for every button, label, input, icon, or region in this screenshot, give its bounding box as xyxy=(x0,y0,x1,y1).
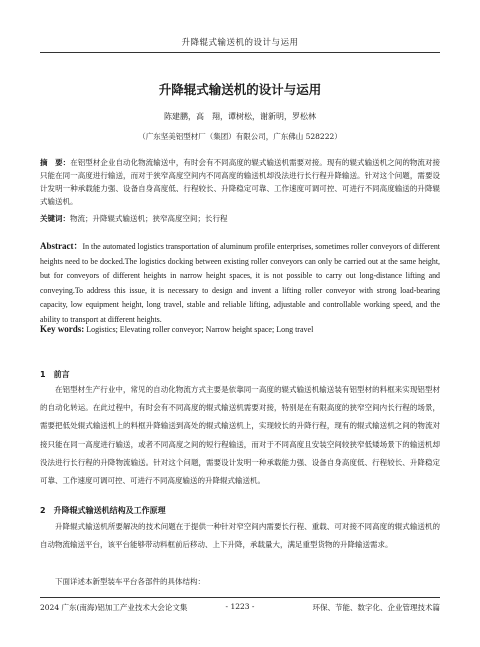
author-affiliation: （广东坚美铝型材厂（集团）有限公司，广东佛山 528222） xyxy=(138,132,342,141)
section-number: 1 xyxy=(40,370,46,379)
keywords-en xyxy=(40,323,440,336)
keywords-en-label: Key words: xyxy=(40,324,85,334)
header-rule xyxy=(40,52,440,53)
abstract-en-text: In the automated logistics transportation of aluminum profile enterprises, sometimes roller conveyors of different heights need to be docked.The logistics docking between existing roller conveyors can only be carried out at the same height, but for conveyors of different heights in narrow height spaces, it is not possible to carry out long-distance lifting and conveying.To address this issue, it is necessary to design and invent a lifting roller conveyor with strong load-bearing capacity, low equipment height, long travel, stable and reliable lifting, adjustable and controllable working speed, and the ability to transport at different heights. xyxy=(40,242,440,324)
body-paragraph: 下面详述本新型装车平台各部件的具体结构： xyxy=(55,577,205,586)
abstract-cn-label: 摘 要： xyxy=(40,158,71,167)
author-list: 陈建鹏，高 翔，谭树松，谢新明，罗松林 xyxy=(164,112,316,121)
page-footer xyxy=(40,602,440,616)
keywords-en-text: Logistics; Elevating roller conveyor; Narrow height space; Long travel xyxy=(84,325,314,334)
abstract-en xyxy=(40,239,440,328)
section-title: 升降辊式输送机结构及工作原理 xyxy=(53,506,166,515)
abstract-cn-text: 在铝型材企业自动化物流输送中，有时会有不同高度的辊式输送机需要对接。现有的辊式输送机之间的物流对接只能在同一高度进行输送，而对于狭窄高度空间内不同高度的输送机却没法进行长行程升降输送。针对这个问题，需要设计发明一种承载能力强、设备自身高度低、行程较长、升降稳定可靠、工作速度可调可控、可进行不同高度输送的升降辊式输送机。 xyxy=(40,158,441,206)
body-paragraph: 在铝型材生产行业中，常见的自动化物流方式主要是依靠同一高度的辊式输送机输送装有铝型材的料框来实现铝型材的自动化转运。在此过程中，有时会有不同高度的辊式输送机需要对接，特别是在有限高度的狭窄空间内长行程的场景，需要把低处辊式输送机上的料框升降输送到高处的辊式输送机上，实现较长的升降行程，现有的辊式输送机之间的物流对接只能在同一高度进行输送，或者不同高度之间的短行程输送，而对于不同高度且安装空间较狭窄低矮场景下的输送机却没法进行长行程的升降物流输送。针对这个问题，需要设计发明一种承载能力强、设备自身高度低、行程较长、升降稳定可靠、工作速度可调可控、可进行不同高度输送的升降辊式输送机。 xyxy=(40,385,440,486)
section-title: 前言 xyxy=(53,370,70,379)
body-paragraph: 升降辊式输送机所要解决的技术问题在于提供一种针对窄空间内需要长行程、重载、可对接不同高度的辊式输送机的自动物流输送平台，该平台能够带动料框前后移动、上下升降，承载量大，满足重型货物的升降输送需求。 xyxy=(40,522,440,550)
abstract-cn xyxy=(40,156,440,208)
running-header: 升降辊式输送机的设计与运用 xyxy=(181,38,299,48)
section-number: 2 xyxy=(40,506,46,515)
footer-rule xyxy=(40,597,440,598)
keywords-cn xyxy=(40,212,440,225)
keywords-cn-label: 关键词： xyxy=(40,214,70,223)
footer-section: 环保、节能、数字化、企业管理技术篇 xyxy=(312,603,440,612)
section-heading xyxy=(40,369,70,380)
paper-title: 升降辊式输送机的设计与运用 xyxy=(158,82,322,97)
page-number: - 1223 - xyxy=(225,602,255,611)
section-heading xyxy=(40,505,166,516)
abstract-en-label: Abstract： xyxy=(40,241,83,251)
keywords-cn-text: 物流；升降辊式输送机；狭窄高度空间；长行程 xyxy=(70,214,228,223)
footer-proceedings: 2024 广东(南海)铝加工产业技术大会论文集 xyxy=(40,603,188,612)
